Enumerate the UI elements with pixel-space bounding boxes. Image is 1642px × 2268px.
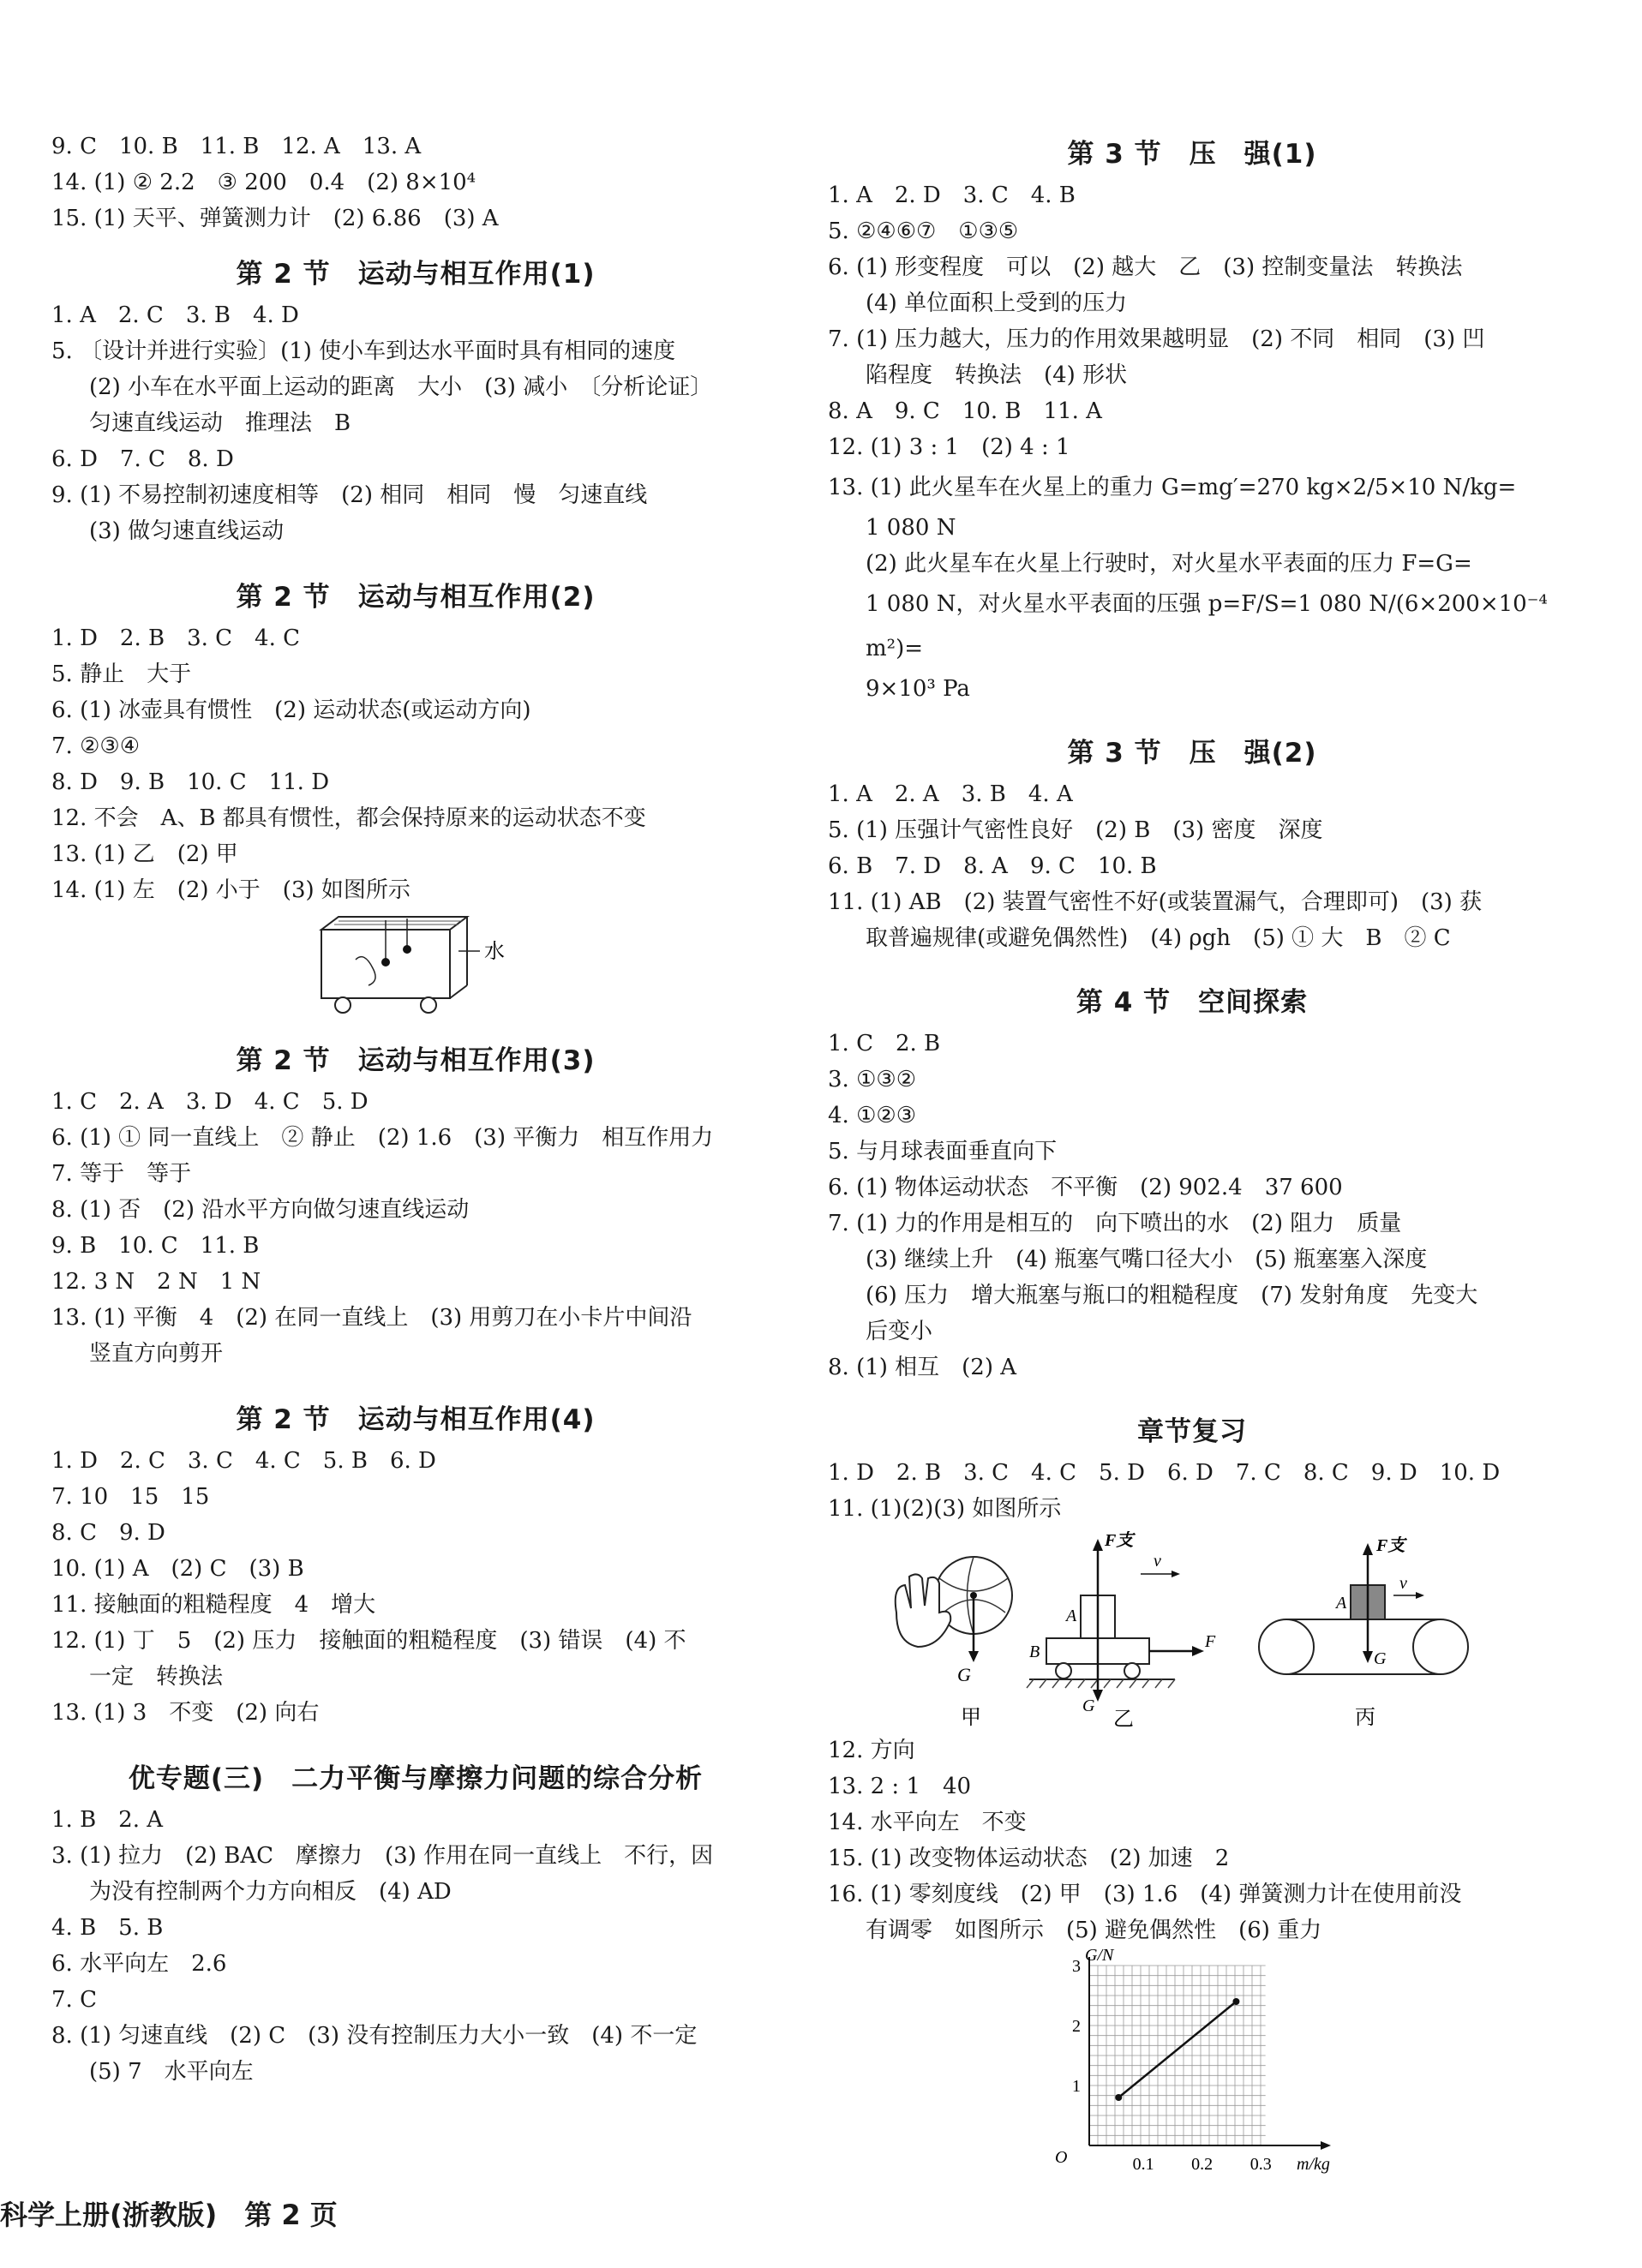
section-title: 第 2 节 运动与相互作用(1) [236, 259, 596, 290]
answer-line: (3) 做匀速直线运动 [89, 518, 285, 544]
y-tick-label: 2 [1072, 2017, 1081, 2036]
force-diagrams-figure [858, 1527, 1526, 1732]
answer-line: 7. (1) 压力越大，压力的作用效果越明显 (2) 不同 相同 (3) 凹 [828, 326, 1485, 352]
label-yi: 乙 [1113, 1708, 1134, 1731]
answer-line: (3) 继续上升 (4) 瓶塞气嘴口径大小 (5) 瓶塞塞入深度 [866, 1247, 1428, 1272]
answer-line: 8. A 9. C 10. B 11. A [828, 398, 1102, 424]
answer-line: 1. C 2. B [828, 1031, 941, 1056]
answer-line: 8. (1) 否 (2) 沿水平方向做匀速直线运动 [51, 1197, 470, 1223]
answer-line: 13. 2 : 1 40 [828, 1774, 972, 1799]
answer-line: 4. B 5. B [51, 1915, 164, 1941]
answer-line: 3. ①③② [828, 1067, 916, 1092]
section-title: 第 2 节 运动与相互作用(4) [236, 1404, 596, 1435]
answer-line: 为没有控制两个力方向相反 (4) AD [89, 1879, 452, 1905]
answer-line: 陷程度 转换法 (4) 形状 [866, 362, 1128, 388]
answer-line: 6. (1) 物体运动状态 不平衡 (2) 902.4 37 600 [828, 1175, 1343, 1200]
label-b: B [1029, 1643, 1040, 1661]
answer-line: 1. D 2. C 3. C 4. C 5. B 6. D [51, 1448, 436, 1474]
label-jia: 甲 [961, 1707, 981, 1729]
answer-line: 有调零 如图所示 (5) 避免偶然性 (6) 重力 [866, 1918, 1322, 1943]
section-title: 第 3 节 压 强(1) [1067, 139, 1317, 170]
answer-line: 11. 接触面的粗糙程度 4 增大 [51, 1592, 376, 1618]
answer-line: 1. D 2. B 3. C 4. C [51, 625, 301, 651]
answer-line: 1. D 2. B 3. C 4. C 5. D 6. D 7. C 8. C 9. D 10. D [828, 1460, 1501, 1486]
answer-line: 1. C 2. A 3. D 4. C 5. D [51, 1089, 369, 1115]
answer-line: 6. D 7. C 8. D [51, 446, 234, 472]
answer-line: 8. D 9. B 10. C 11. D [51, 769, 330, 795]
label-a: A [1336, 1594, 1347, 1613]
section-title: 第 2 节 运动与相互作用(3) [236, 1045, 596, 1076]
label-g: G [1082, 1697, 1095, 1715]
label-f-support: F支 [1376, 1536, 1405, 1555]
answer-line: 1. A 2. D 3. C 4. B [828, 183, 1076, 208]
answer-line: (5) 7 水平向左 [89, 2059, 254, 2085]
answer-line: 14. (1) ② 2.2 ③ 200 0.4 (2) 8×10⁴ [51, 170, 476, 195]
answer-line: 13. (1) 乙 (2) 甲 [51, 841, 238, 867]
page-footer: 科学上册(浙教版) 第 2 页 [0, 2199, 338, 2231]
cart-water-figure [287, 908, 544, 1020]
diagram-jia [896, 1557, 1012, 1729]
answer-line: 12. 方向 [828, 1738, 915, 1763]
water-label: 水 [484, 941, 505, 963]
diagram-yi [1027, 1530, 1216, 1731]
section-title: 优专题(三) 二力平衡与摩擦力问题的综合分析 [128, 1763, 704, 1794]
answer-line: 5. ②④⑥⑦ ①③⑤ [828, 218, 1019, 244]
answer-line: 取普遍规律(或避免偶然性) (4) ρgh (5) ① 大 B ② C [866, 925, 1451, 951]
x-tick-label: 0.1 [1132, 2155, 1154, 2174]
answer-line: 9. B 10. C 11. B [51, 1233, 260, 1259]
answer-line: (2) 此火星车在火星上行驶时，对火星水平表面的压力 F=G= [866, 551, 1472, 577]
answer-line: 1. A 2. C 3. B 4. D [51, 302, 299, 328]
answer-line: 12. (1) 丁 5 (2) 压力 接触面的粗糙程度 (3) 错误 (4) 不 [51, 1628, 686, 1654]
answer-line: 14. (1) 左 (2) 小于 (3) 如图所示 [51, 877, 410, 903]
answer-line: 6. (1) ① 同一直线上 ② 静止 (2) 1.6 (3) 平衡力 相互作用力 [51, 1125, 714, 1151]
answer-line: (2) 小车在水平面上运动的距离 大小 (3) 减小 〔分析论证〕 [89, 374, 713, 400]
answer-line: 8. (1) 相互 (2) A [828, 1355, 1017, 1380]
section-title: 章节复习 [1137, 1416, 1247, 1447]
answer-line: 8. C 9. D [51, 1520, 165, 1546]
y-tick-label: 3 [1072, 1957, 1081, 1976]
diagram-bing [1259, 1535, 1468, 1729]
label-g: G [1374, 1649, 1387, 1668]
answer-line: (4) 单位面积上受到的压力 [866, 290, 1128, 316]
answer-line: 10. (1) A (2) C (3) B [51, 1556, 304, 1582]
answer-line: 1 080 N [866, 515, 956, 541]
answer-line: 竖直方向剪开 [89, 1341, 224, 1367]
label-bing: 丙 [1355, 1707, 1375, 1729]
answer-line: 7. ②③④ [51, 733, 140, 759]
answer-line: 11. (1)(2)(3) 如图所示 [828, 1496, 1062, 1522]
answer-line: 9. (1) 不易控制初速度相等 (2) 相同 相同 慢 匀速直线 [51, 482, 648, 508]
label-a: A [1066, 1607, 1077, 1625]
answer-line: 13. (1) 平衡 4 (2) 在同一直线上 (3) 用剪刀在小卡片中间沿 [51, 1305, 692, 1331]
answer-line: 1. A 2. A 3. B 4. A [828, 781, 1073, 807]
answer-line: 7. C [51, 1987, 97, 2013]
x-axis-label: m/kg [1297, 2155, 1330, 2174]
left-column [51, 129, 780, 2090]
series-line [1118, 2002, 1236, 2097]
answer-line: 6. (1) 冰壶具有惯性 (2) 运动状态(或运动方向) [51, 697, 531, 723]
section-title: 第 3 节 压 强(2) [1067, 738, 1317, 769]
y-axis-label: G/N [1085, 1948, 1114, 1965]
answer-line: 9. C 10. B 11. B 12. A 13. A [51, 134, 422, 159]
answer-line: 7. (1) 力的作用是相互的 向下喷出的水 (2) 阻力 质量 [828, 1211, 1402, 1236]
answer-line: 4. ①②③ [828, 1103, 916, 1128]
answer-line: 1. B 2. A [51, 1807, 164, 1833]
answer-line: 12. (1) 3 : 1 (2) 4 : 1 [828, 434, 1070, 460]
section-title: 第 4 节 空间探索 [1076, 987, 1309, 1018]
answer-line: 5. (1) 压强计气密性良好 (2) B (3) 密度 深度 [828, 817, 1323, 843]
section-title: 第 2 节 运动与相互作用(2) [236, 582, 596, 613]
data-point [1115, 2094, 1122, 2101]
answer-line: 一定 转换法 [89, 1664, 224, 1690]
g-m-chart [1038, 1948, 1346, 2180]
answer-line: 后变小 [866, 1319, 933, 1344]
label-v: v [1399, 1574, 1407, 1593]
label-f-support: F支 [1105, 1531, 1134, 1550]
answer-line: 5. 与月球表面垂直向下 [828, 1139, 1058, 1164]
answer-line: 13. (1) 3 不变 (2) 向右 [51, 1700, 320, 1726]
x-axis-arrow [1321, 2141, 1331, 2150]
answer-line: 12. 3 N 2 N 1 N [51, 1269, 261, 1295]
answer-line: 14. 水平向左 不变 [828, 1810, 1027, 1835]
answer-line: 5. 静止 大于 [51, 661, 192, 687]
label-v: v [1154, 1552, 1161, 1571]
answer-line: 15. (1) 天平、弹簧测力计 (2) 6.86 (3) A [51, 206, 499, 231]
answer-line: 13. (1) 此火星车在火星上的重力 G=mg′=270 kg×2/5×10 N/kg= [828, 475, 1517, 500]
answer-line: 8. (1) 匀速直线 (2) C (3) 没有控制压力大小一致 (4) 不一定 [51, 2023, 698, 2049]
answer-line: 7. 等于 等于 [51, 1161, 192, 1187]
origin-label: O [1055, 2148, 1068, 2167]
answer-line: 9×10³ Pa [866, 676, 970, 702]
data-point [1232, 1998, 1239, 2005]
answer-line: 匀速直线运动 推理法 B [89, 410, 351, 436]
answer-line: 3. (1) 拉力 (2) BAC 摩擦力 (3) 作用在同一直线上 不行，因 [51, 1843, 714, 1869]
answer-line: 6. (1) 形变程度 可以 (2) 越大 乙 (3) 控制变量法 转换法 [828, 254, 1463, 280]
y-tick-label: 1 [1072, 2077, 1081, 2096]
label-g: G [957, 1664, 971, 1685]
right-column [828, 129, 1556, 2180]
answer-line: 16. (1) 零刻度线 (2) 甲 (3) 1.6 (4) 弹簧测力计在使用前没 [828, 1882, 1462, 1907]
answer-line: 7. 10 15 15 [51, 1484, 210, 1510]
answer-line: 6. B 7. D 8. A 9. C 10. B [828, 853, 1157, 879]
answer-line: (6) 压力 增大瓶塞与瓶口的粗糙程度 (7) 发射角度 先变大 [866, 1283, 1478, 1308]
x-tick-label: 0.3 [1249, 2155, 1272, 2174]
answer-line: 5. 〔设计并进行实验〕(1) 使小车到达水平面时具有相同的速度 [51, 338, 676, 364]
answer-line: 12. 不会 A、B 都具有惯性，都会保持原来的运动状态不变 [51, 805, 646, 831]
answer-line: 1 080 N，对火星水平表面的压强 p=F/S=1 080 N/(6×200×10⁻⁴ m²)= [866, 591, 1555, 661]
top-answers [51, 129, 780, 236]
label-f: F [1205, 1632, 1216, 1651]
answer-line: 6. 水平向左 2.6 [51, 1951, 227, 1977]
answer-line: 15. (1) 改变物体运动状态 (2) 加速 2 [828, 1846, 1230, 1871]
x-tick-label: 0.2 [1191, 2155, 1214, 2174]
answer-line: 11. (1) AB (2) 装置气密性不好(或装置漏气，合理即可) (3) 获 [828, 889, 1483, 915]
